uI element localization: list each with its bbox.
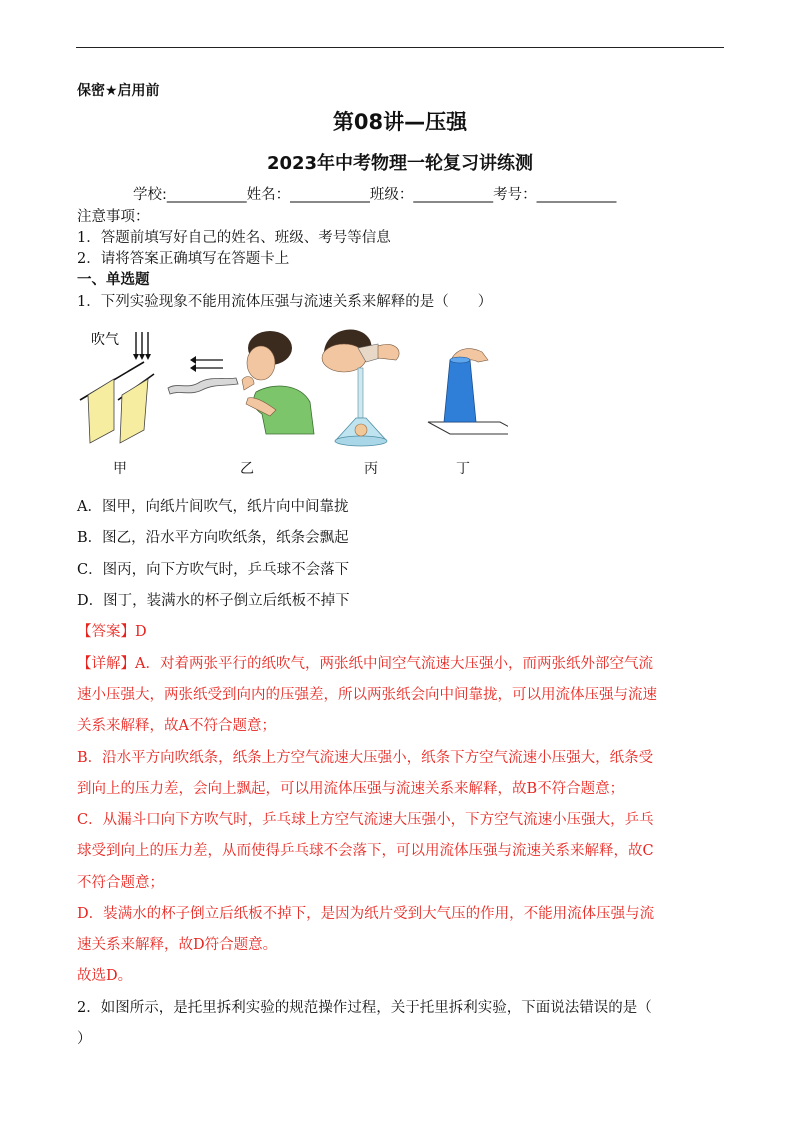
figure-label-bing: 丙 xyxy=(364,461,378,477)
explanation-line: B．沿水平方向吹纸条，纸条上方空气流速大压强小，纸条下方空气流速小压强大，纸条受 xyxy=(77,750,654,766)
question-1-figure xyxy=(78,318,508,478)
figure-d-inverted-cup xyxy=(428,349,508,434)
notice-heading: 注意事项： xyxy=(77,209,150,225)
option-a: A．图甲，向纸片间吹气，纸片向中间靠拢 xyxy=(77,499,349,515)
figure-label-yi: 乙 xyxy=(240,461,254,477)
explanation-line: 关系来解释，故A不符合题意； xyxy=(77,718,276,734)
explanation-line: 速关系来解释，故D符合题意。 xyxy=(77,937,278,953)
section-heading: 一、单选题 xyxy=(77,272,150,288)
explanation-line: 故选D。 xyxy=(77,968,133,984)
page-subtitle: 2023年中考物理一轮复习讲练测 xyxy=(266,153,534,174)
figure-c-funnel-ball xyxy=(322,330,399,446)
explanation-line: 不符合题意； xyxy=(77,875,164,891)
explanation-line: D．装满水的杯子倒立后纸板不掉下，是因为纸片受到大气压的作用，不能用流体压强与流 xyxy=(77,906,655,922)
notice-item: 2．请将答案正确填写在答题卡上 xyxy=(77,251,290,267)
figure-label-jia: 甲 xyxy=(113,461,127,477)
option-d: D．图丁，装满水的杯子倒立后纸板不掉下 xyxy=(77,593,350,609)
blow-label: 吹气 xyxy=(91,332,119,348)
explanation-line: 到向上的压力差，会向上飘起，可以用流体压强与流速关系来解释，故B不符合题意； xyxy=(77,781,625,797)
confidential-label: 保密★启用前 xyxy=(77,83,160,99)
option-c: C．图丙，向下方吹气时，乒乓球不会落下 xyxy=(77,562,350,578)
question-1-stem: 1．下列实验现象不能用流体压强与流速关系来解释的是（ ） xyxy=(77,294,493,310)
experiment-illustration xyxy=(78,318,508,478)
notice-item: 1．答题前填写好自己的姓名、班级、考号等信息 xyxy=(77,230,391,246)
explanation-line: 【详解】A．对着两张平行的纸吹气，两张纸中间空气流速大压强小，而两张纸外部空气流 xyxy=(77,656,653,672)
figure-b-paper-strip xyxy=(168,331,314,434)
option-b: B．图乙，沿水平方向吹纸条，纸条会飘起 xyxy=(77,530,349,546)
explanation-line: 球受到向上的压力差，从而使得乒乓球不会落下，可以用流体压强与流速关系来解释，故C xyxy=(77,843,654,859)
figure-label-ding: 丁 xyxy=(456,461,470,477)
question-2-stem-cont: ） xyxy=(77,1031,92,1047)
answer: 【答案】D xyxy=(77,624,147,640)
question-2-stem: 2．如图所示，是托里拆利实验的规范操作过程，关于托里拆利实验，下面说法错误的是（ xyxy=(77,1000,652,1016)
student-info-line: 学校:___________姓名：___________班级：___________考号：___________ xyxy=(133,187,617,203)
explanation-line: C．从漏斗口向下方吹气时，乒乓球上方空气流速大压强小，下方空气流速小压强大，乒乓 xyxy=(77,812,654,828)
figure-a-two-papers xyxy=(80,332,154,443)
top-rule xyxy=(76,47,724,48)
page-title: 第08讲—压强 xyxy=(332,110,468,134)
explanation-line: 速小压强大，两张纸受到向内的压强差，所以两张纸会向中间靠拢，可以用流体压强与流速 xyxy=(77,687,657,703)
